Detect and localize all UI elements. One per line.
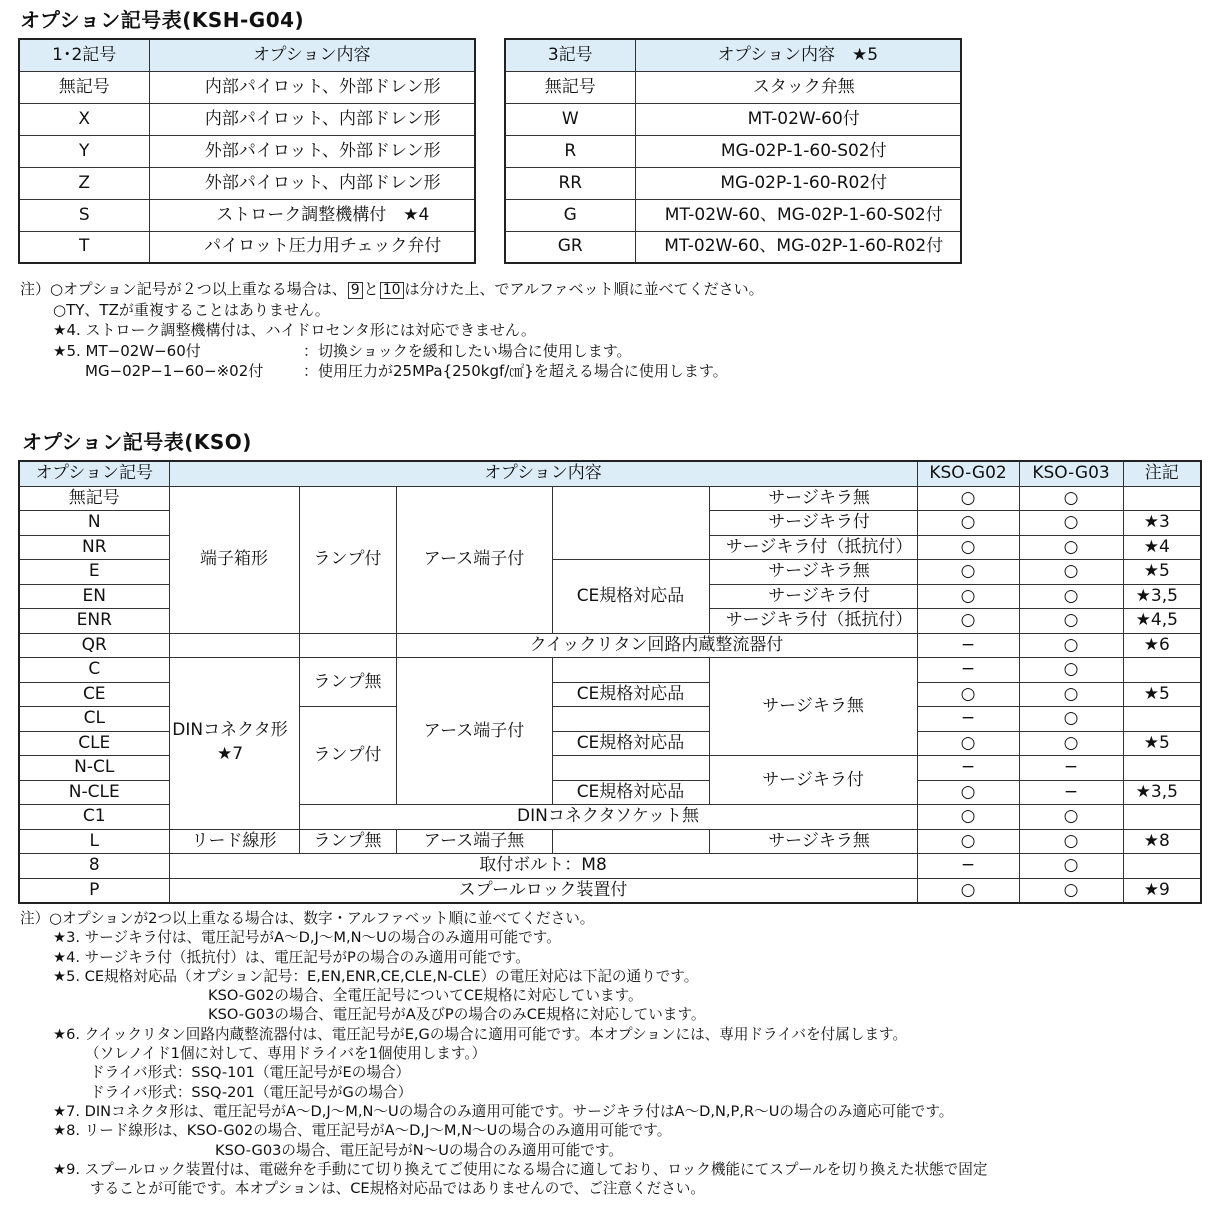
note-line: ドライバ形式：SSQ-101（電圧記号がEの場合） xyxy=(90,1064,411,1082)
earth-on-din: アース端子付 xyxy=(396,658,552,805)
surge-on-din: サージキラ付 xyxy=(709,756,917,805)
note-line: ★3. サージキラ付は、電圧記号がA～D,J～M,N～Uの場合のみ適用可能です。 xyxy=(53,929,561,947)
din-socket-none: DINコネクタソケット無 xyxy=(299,805,917,830)
earth-on: アース端子付 xyxy=(396,486,552,633)
din-star-note: ★7 xyxy=(216,744,244,765)
table-row: C DINコネクタ形 ★7 ランプ無 アース端子付 サージキラ無 − ○ xyxy=(19,658,1201,683)
header-option-code: オプション記号 xyxy=(19,461,169,486)
spool-lock: スプールロック装置付 xyxy=(169,878,917,903)
table-row: Y 外部パイロット、外部ドレン形 xyxy=(19,135,475,167)
note-line: 注）○オプション記号が２つ以上重なる場合は、 9 と 10 は分けた上、でアルファベット順に並べてください。 xyxy=(20,280,764,298)
ksh-options-table-2 xyxy=(504,38,962,264)
lead-wire-type: リード線形 xyxy=(169,829,299,854)
header-note: 注記 xyxy=(1123,461,1201,486)
note-line: ★6. クイックリタン回路内蔵整流器付は、電圧記号がE,Gの場合に適用可能です。本オプションには、専用ドライバを付属します。 xyxy=(53,1025,908,1043)
table-row: R MG-02P-1-60-S02付 xyxy=(505,135,961,167)
table-row: X 内部パイロット、内部ドレン形 xyxy=(19,103,475,135)
table-row: CLE CE規格対応品 ○ ○ ★5 xyxy=(19,731,1201,756)
ksh-options-table-1 xyxy=(18,38,476,264)
table-row: S ストローク調整機構付 ★4 xyxy=(19,199,475,231)
kso-options-table xyxy=(18,460,1202,904)
note-line: ★5. MT−02W−60付 ：切換ショックを緩和したい場合に使用します。 xyxy=(53,341,632,360)
note-line: KSO-G03の場合、電圧記号がA及びPの場合のみCE規格に対応しています。 xyxy=(208,1006,706,1024)
table-row: 無記号 端子箱形 ランプ付 アース端子付 サージキラ無 ○ ○ xyxy=(19,486,1201,511)
table-row: NR サージキラ付（抵抗付） ○ ○ ★4 xyxy=(19,535,1201,560)
terminal-box-type: 端子箱形 xyxy=(169,486,299,633)
table-row: CL ランプ付 − ○ xyxy=(19,707,1201,732)
lamp-off: ランプ無 xyxy=(299,658,396,707)
section1-notes xyxy=(20,280,764,383)
table-row: 無記号 スタック弁無 xyxy=(505,71,961,103)
header-code-12: 1･2記号 xyxy=(19,39,149,71)
ce-compliant: CE規格対応品 xyxy=(552,560,709,634)
note-line: KSO-G03の場合、電圧記号がN～Uの場合のみ適用可能です。 xyxy=(215,1141,623,1159)
table-row: ENR サージキラ付（抵抗付） ○ ○ ★4,5 xyxy=(19,609,1201,634)
note-line: ★5. CE規格対応品（オプション記号：E,EN,ENR,CE,CLE,N-CLE）の電圧対応は下記の通りです。 xyxy=(53,967,699,985)
table-row: P スプールロック装置付 ○ ○ ★9 xyxy=(19,878,1201,903)
note-line: することが可能です。本オプションは、CE規格対応品ではありませんので、ご注意ください。 xyxy=(90,1180,705,1198)
note-line: ★4. サージキラ付（抵抗付）は、電圧記号がPの場合のみ適用可能です。 xyxy=(53,948,530,966)
table-row: E CE規格対応品 サージキラ無 ○ ○ ★5 xyxy=(19,560,1201,585)
mounting-bolt: 取付ボルト：M8 xyxy=(169,854,917,879)
header-content-star5: オプション内容 ★5 xyxy=(635,39,961,71)
table-row: EN サージキラ付 ○ ○ ★3,5 xyxy=(19,584,1201,609)
table-row: L リード線形 ランプ無 アース端子無 サージキラ無 ○ ○ ★8 xyxy=(19,829,1201,854)
ref-box-10: 10 xyxy=(380,282,404,299)
note-line: KSO-G02の場合、全電圧記号についてCE規格に対応しています。 xyxy=(208,987,643,1005)
table-row: N サージキラ付 ○ ○ ★3 xyxy=(19,511,1201,536)
note-line: ○TY、TZが重複することはありません。 xyxy=(53,300,330,319)
table-row: CE CE規格対応品 ○ ○ ★5 xyxy=(19,682,1201,707)
header-kso-g02: KSO-G02 xyxy=(917,461,1019,486)
header-option-content: オプション内容 xyxy=(169,461,917,486)
note-line: ★8. リード線形は、KSO-G02の場合、電圧記号がA～D,J～M,N～Uの場合のみ適用可能です。 xyxy=(53,1122,672,1140)
table-row: Z 外部パイロット、内部ドレン形 xyxy=(19,167,475,199)
note-line: ★9. スプールロック装置付は、電磁弁を手動にて切り換えてご使用になる場合に適しており、ロック機能にてスプールを切り換えた状態で固定 xyxy=(53,1160,988,1178)
note-line: ★4. ストローク調整機構付は、ハイドロセンタ形には対応できません。 xyxy=(53,321,536,339)
table-row: C1 DINコネクタソケット無 ○ ○ xyxy=(19,805,1201,830)
table-row: GR MT-02W-60、MG-02P-1-60-R02付 xyxy=(505,231,961,263)
table-row: RR MG-02P-1-60-R02付 xyxy=(505,167,961,199)
table-row: W MT-02W-60付 xyxy=(505,103,961,135)
section1-title: オプション記号表(KSH-G04) xyxy=(20,8,305,32)
surge-off-din: サージキラ無 xyxy=(709,658,917,756)
note-line: MG−02P−1−60−※02付 ：使用圧力が25MPa{250kgf/㎠}を超える場合に使用します。 xyxy=(85,362,728,380)
header-content: オプション内容 xyxy=(149,39,475,71)
table-row: N-CLE CE規格対応品 ○ − ★3,5 xyxy=(19,780,1201,805)
table-row: G MT-02W-60、MG-02P-1-60-S02付 xyxy=(505,199,961,231)
quick-return-rectifier: クイックリタン回路内蔵整流器付 xyxy=(396,633,917,658)
note-line: 注）○オプションが2つ以上重なる場合は、数字・アルファベット順に並べてください。 xyxy=(20,910,595,927)
din-connector-type: DINコネクタ形 ★7 xyxy=(169,658,299,830)
section2-notes xyxy=(20,910,988,1199)
lamp-on-din: ランプ付 xyxy=(299,707,396,805)
table-row: 無記号 内部パイロット、外部ドレン形 xyxy=(19,71,475,103)
note-line: （ソレノイド1個に対して、専用ドライバを1個使用します。） xyxy=(85,1045,487,1063)
lamp-on: ランプ付 xyxy=(299,486,396,633)
header-kso-g03: KSO-G03 xyxy=(1019,461,1123,486)
section2-title: オプション記号表(KSO) xyxy=(22,430,252,454)
table-row: 8 取付ボルト：M8 − ○ xyxy=(19,854,1201,879)
note-line: ★7. DINコネクタ形は、電圧記号がA～D,J～M,N～Uの場合のみ適用可能です。サージキラ付はA～D,N,P,R～Uの場合のみ適応可能です。 xyxy=(53,1102,954,1120)
table-row: T パイロット圧力用チェック弁付 xyxy=(19,231,475,263)
header-code-3: 3記号 xyxy=(505,39,635,71)
ref-box-9: 9 xyxy=(348,282,363,299)
table-row: QR クイックリタン回路内蔵整流器付 − ○ ★6 xyxy=(19,633,1201,658)
note-line: ドライバ形式：SSQ-201（電圧記号がGの場合） xyxy=(90,1083,413,1101)
table-row: N-CL サージキラ付 − − xyxy=(19,756,1201,781)
